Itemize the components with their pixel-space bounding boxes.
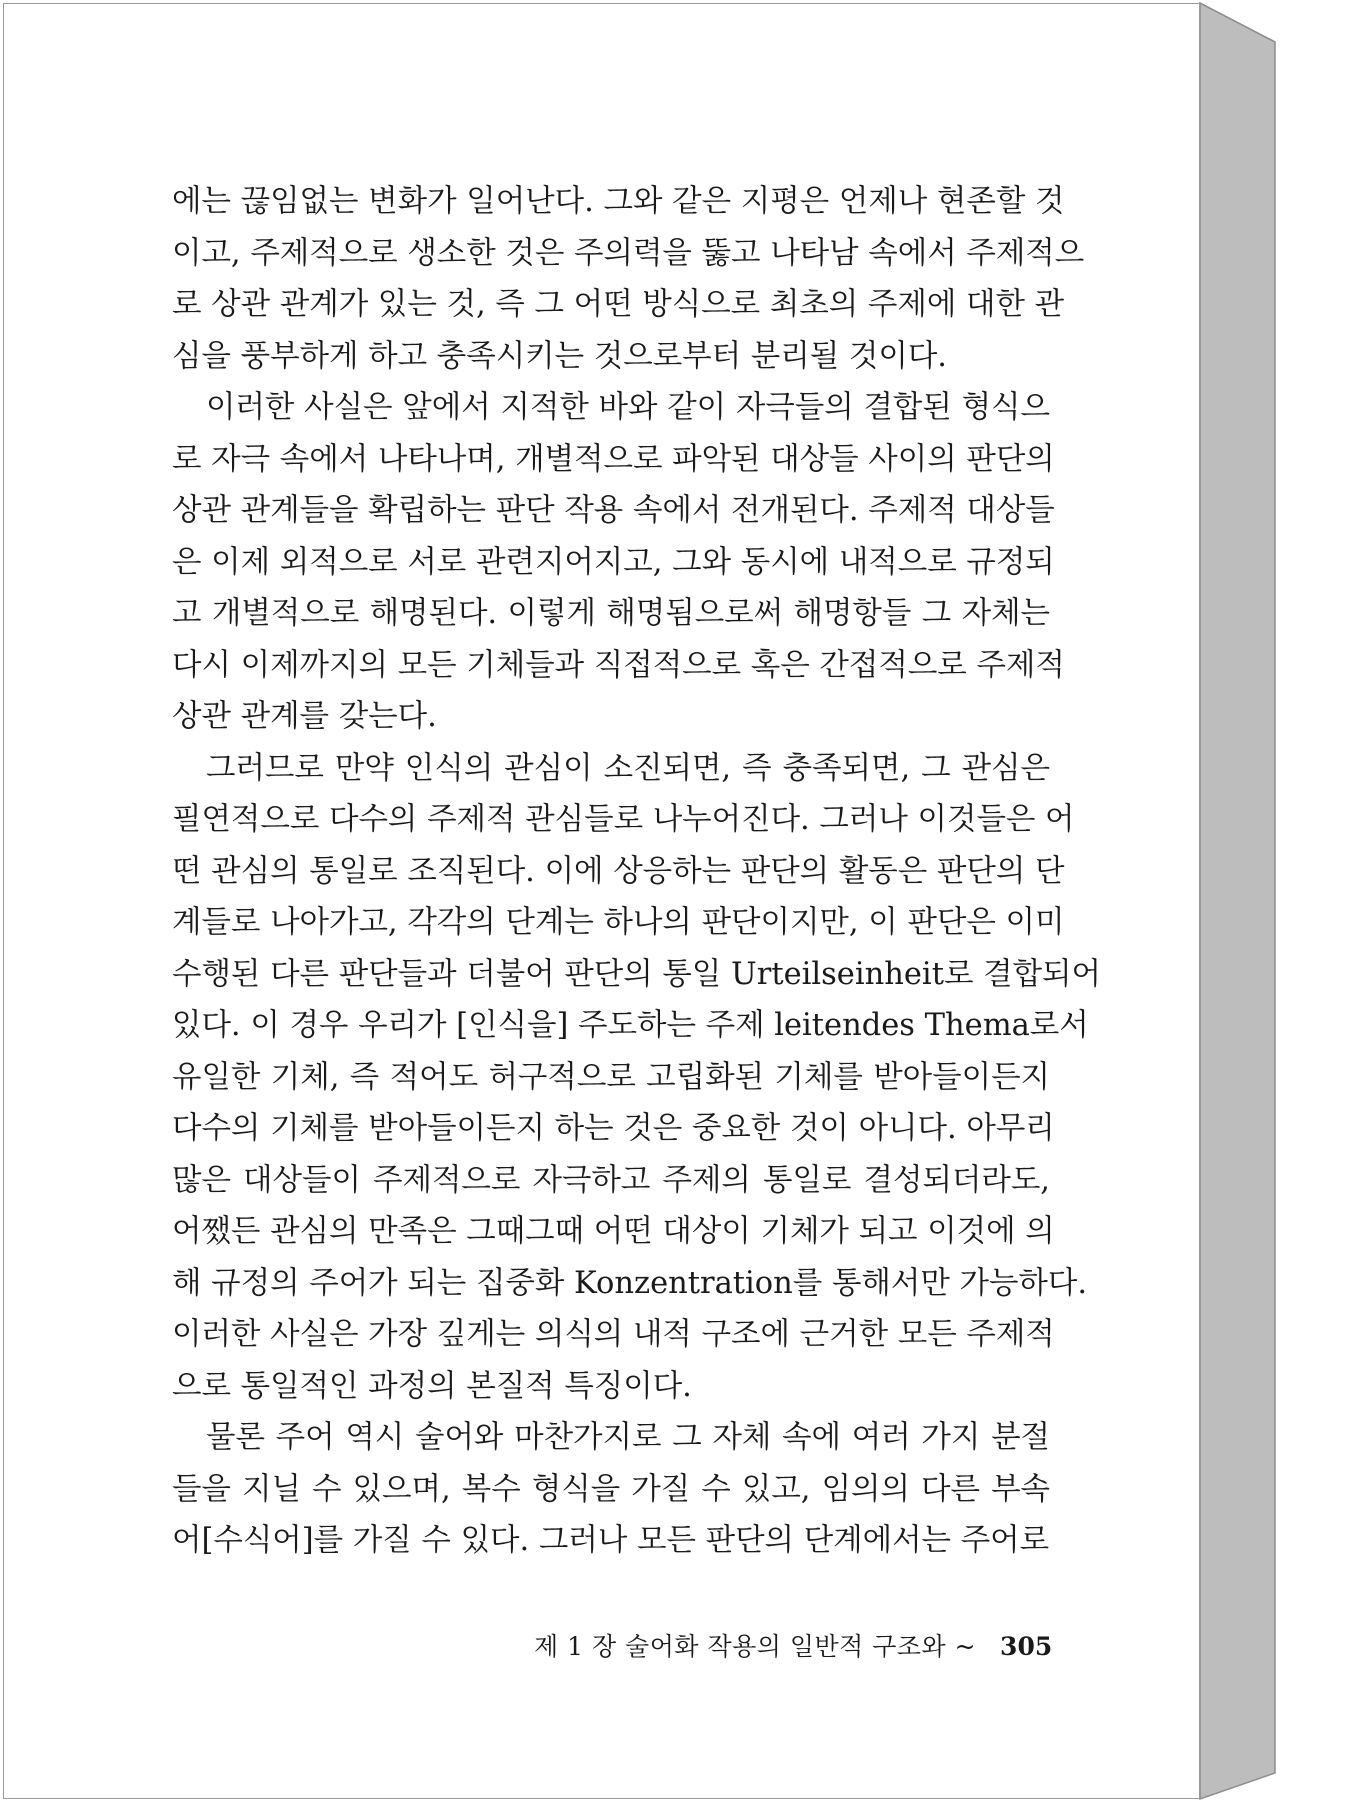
text-line: 계들로 나아가고, 각각의 단계는 하나의 판단이지만, 이 판단은 이미 <box>172 905 1065 940</box>
page-number: 305 <box>1000 1632 1053 1661</box>
paragraph <box>172 382 1065 743</box>
text-line: 있다. 이 경우 우리가 [인식을] 주도하는 주제 leitendes Thema로서 <box>172 1008 1089 1043</box>
text-line: 들을 지닐 수 있으며, 복수 형식을 가질 수 있고, 임의의 다른 부속 <box>172 1471 1050 1507</box>
text-line: 에는 끊임없는 변화가 일어난다. 그와 같은 지평은 언제나 현존할 것 <box>172 184 1065 219</box>
paragraph <box>172 1412 1050 1567</box>
text-line: 수행된 다른 판단들과 더불어 판단의 통일 Urteilseinheit로 결합되어 <box>172 956 1101 992</box>
running-head: 제 1 장 술어화 작용의 일반적 구조와 ~ <box>534 1632 977 1661</box>
text-line: 심을 풍부하게 하고 충족시키는 것으로부터 분리될 것이다. <box>172 338 947 374</box>
body-text <box>172 176 1101 1567</box>
text-line: 다시 이제까지의 모든 기체들과 직접적으로 혹은 간접적으로 주제적 <box>172 647 1065 683</box>
paragraph <box>172 176 1085 382</box>
text-line: 해 규정의 주어가 되는 집중화 Konzentration를 통해서만 가능하다. <box>172 1265 1088 1301</box>
text-line: 상관 관계들을 확립하는 판단 작용 속에서 전개된다. 주제적 대상들 <box>172 493 1055 528</box>
text-line: 어쨌든 관심의 만족은 그때그때 어떤 대상이 기체가 되고 이것에 의 <box>172 1214 1055 1249</box>
text-line: 유일한 기체, 즉 적어도 허구적으로 고립화된 기체를 받아들이든지 <box>172 1059 1050 1095</box>
text-line: 물론 주어 역시 술어와 마찬가지로 그 자체 속에 여러 가지 분절 <box>206 1420 1050 1455</box>
text-line: 이고, 주제적으로 생소한 것은 주의력을 뚫고 나타남 속에서 주제적으 <box>172 235 1085 271</box>
text-line: 은 이제 외적으로 서로 관련지어지고, 그와 동시에 내적으로 규정되 <box>172 544 1055 580</box>
page-footer <box>534 1627 1054 1663</box>
text-line: 이러한 사실은 가장 깊게는 의식의 내적 구조에 근거한 모든 주제적 <box>172 1317 1055 1352</box>
text-line: 떤 관심의 통일로 조직된다. 이에 상응하는 판단의 활동은 판단의 단 <box>172 853 1065 889</box>
text-line: 다수의 기체를 받아들이든지 하는 것은 중요한 것이 아니다. 아무리 <box>172 1111 1055 1146</box>
text-line: 그러므로 만약 인식의 관심이 소진되면, 즉 충족되면, 그 관심은 <box>206 750 1050 786</box>
text-line: 많은 대상들이 주제적으로 자극하고 주제의 통일로 결성되더라도, <box>172 1162 1050 1198</box>
text-line: 로 자극 속에서 나타나며, 개별적으로 파악된 대상들 사이의 판단의 <box>172 441 1055 477</box>
paragraph <box>172 743 1101 1413</box>
text-line: 으로 통일적인 과정의 본질적 특징이다. <box>172 1368 692 1404</box>
text-line: 필연적으로 다수의 주제적 관심들로 나누어진다. 그러나 이것들은 어 <box>172 802 1075 837</box>
text-line: 고 개별적으로 해명된다. 이렇게 해명됨으로써 해명항들 그 자체는 <box>172 596 1050 631</box>
text-line: 이러한 사실은 앞에서 지적한 바와 같이 자극들의 결합된 형식으 <box>206 390 1050 425</box>
book-page <box>3 3 1200 1799</box>
text-line: 어[수식어]를 가질 수 있다. 그러나 모든 판단의 단계에서는 주어로 <box>172 1523 1050 1558</box>
text-line: 상관 관계를 갖는다. <box>172 699 437 734</box>
text-line: 로 상관 관계가 있는 것, 즉 그 어떤 방식으로 최초의 주제에 대한 관 <box>172 287 1065 322</box>
